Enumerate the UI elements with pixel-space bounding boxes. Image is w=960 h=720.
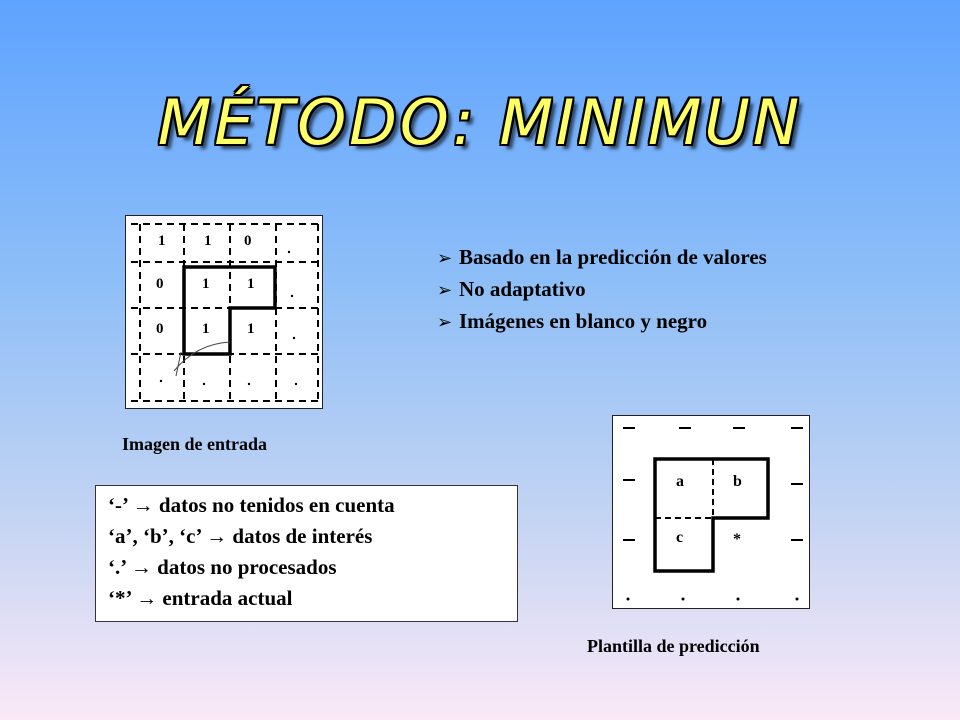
legend-line: ‘*’ → entrada actual [108, 586, 293, 610]
input-image-figure [125, 215, 323, 409]
input-cell: 0 [156, 321, 164, 337]
input-cell: 1 [158, 233, 166, 249]
prediction-template-figure [612, 415, 810, 609]
template-cell: b [733, 473, 742, 490]
input-cell: 1 [204, 233, 212, 249]
template-cell: * [733, 531, 741, 548]
legend-line: ‘-’ → datos no tenidos en cuenta [108, 493, 395, 517]
slide-title: MÉTODO: MINIMUN [157, 86, 803, 159]
bullet-item: ➢ Imágenes en blanco y negro [437, 306, 767, 338]
input-cell: 1 [202, 276, 210, 292]
legend-line: ‘.’ → datos no procesados [108, 555, 337, 579]
input-cell: 1 [247, 276, 255, 292]
input-cell: 0 [244, 233, 252, 249]
feature-list [437, 242, 767, 338]
template-grid-drawing [613, 416, 809, 608]
input-cell: 1 [247, 321, 255, 337]
bullet-item: ➢ No adaptativo [437, 274, 767, 306]
legend-box [95, 485, 518, 622]
input-cell: 1 [202, 321, 210, 337]
template-cell: c [676, 529, 684, 546]
input-grid-drawing [126, 216, 322, 408]
arrow-bullet-icon: ➢ [437, 280, 453, 301]
input-image-caption: Imagen de entrada [122, 434, 267, 454]
bullet-item: ➢ Basado en la predicción de valores [437, 242, 767, 274]
arrow-bullet-icon: ➢ [437, 312, 453, 333]
template-caption: Plantilla de predicción [587, 636, 760, 656]
arrow-bullet-icon: ➢ [437, 248, 453, 269]
input-cell: 0 [156, 276, 164, 292]
template-cell: a [676, 473, 684, 490]
legend-line: ‘a’, ‘b’, ‘c’ → datos de interés [108, 524, 373, 548]
